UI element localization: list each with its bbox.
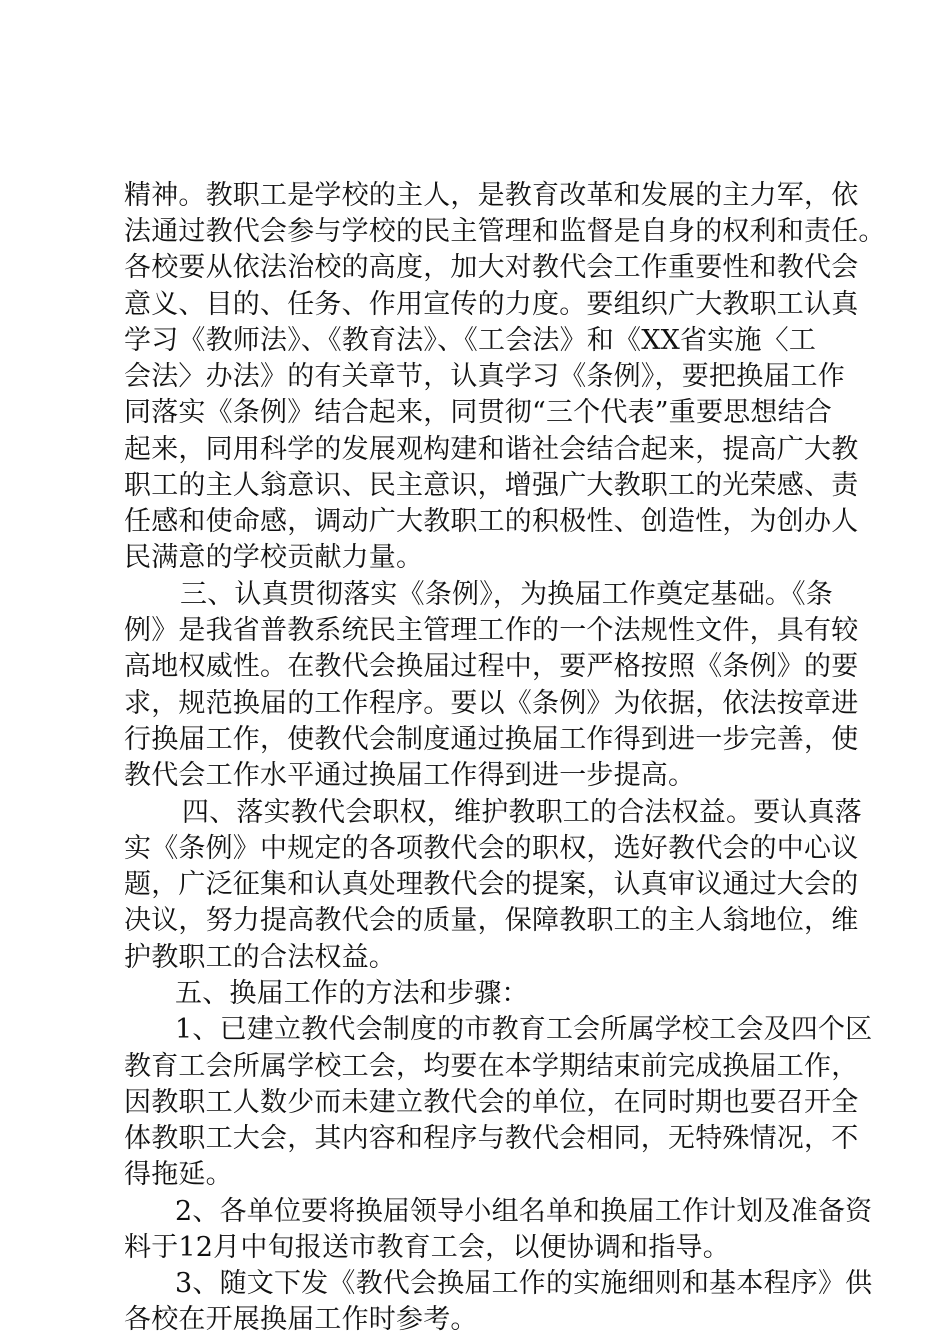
text-line: 行换届工作，使教代会制度通过换届工作得到进一步完善，使 — [124, 724, 859, 755]
text-line: 各校要从依法治校的高度，加大对教代会工作重要性和教代会 — [124, 252, 859, 283]
text-line: 体教职工大会，其内容和程序与教代会相同，无特殊情况，不 — [124, 1123, 859, 1154]
text-line: 教育工会所属学校工会，均要在本学期结束前完成换届工作， — [124, 1051, 859, 1082]
text-line: 料于12月中旬报送市教育工会，以便协调和指导。 — [124, 1232, 730, 1263]
text-line: 法通过教代会参与学校的民主管理和监督是自身的权利和责任。 — [124, 216, 886, 247]
list-item-3: 3、随文下发《教代会换届工作的实施细则和基本程序》供 — [175, 1268, 873, 1299]
text-line: 起来，同用科学的发展观构建和谐社会结合起来，提高广大教 — [124, 434, 859, 465]
text-line: 得拖延。 — [124, 1159, 233, 1190]
text-line: 精神。教职工是学校的主人，是教育改革和发展的主力军，依 — [124, 180, 859, 211]
text-line: 会法〉办法》的有关章节，认真学习《条例》，要把换届工作 — [124, 361, 845, 392]
section-heading-5: 五、换届工作的方法和步骤： — [175, 978, 529, 1009]
text-line: 学习《教师法》、《教育法》、《工会法》和《XX省实施〈工 — [124, 325, 817, 356]
text-line: 职工的主人翁意识、民主意识，增强广大教职工的光荣感、责 — [124, 470, 859, 501]
section-heading-3: 三、认真贯彻落实《条例》，为换届工作奠定基础。《条 — [180, 579, 833, 610]
text-line: 求，规范换届的工作程序。要以《条例》为依据，依法按章进 — [124, 688, 859, 719]
text-line: 意义、目的、任务、作用宣传的力度。要组织广大教职工认真 — [124, 289, 859, 320]
text-line: 高地权威性。在教代会换届过程中，要严格按照《条例》的要 — [124, 651, 859, 682]
text-line: 例》是我省普教系统民主管理工作的一个法规性文件，具有较 — [124, 615, 859, 646]
text-line: 实《条例》中规定的各项教代会的职权，选好教代会的中心议 — [124, 833, 859, 864]
list-item-2: 2、各单位要将换届领导小组名单和换届工作计划及准备资 — [175, 1196, 873, 1227]
list-item-1: 1、已建立教代会制度的市教育工会所属学校工会及四个区 — [175, 1014, 873, 1045]
section-heading-4: 四、落实教代会职权，维护教职工的合法权益。要认真落 — [182, 797, 862, 828]
text-line: 任感和使命感，调动广大教职工的积极性、创造性，为创办人 — [124, 506, 859, 537]
text-line: 各校在开展换届工作时参考。 — [124, 1304, 478, 1335]
text-line: 教代会工作水平通过换届工作得到进一步提高。 — [124, 760, 696, 791]
text-line: 民满意的学校贡献力量。 — [124, 542, 424, 573]
text-line: 因教职工人数少而未建立教代会的单位，在同时期也要召开全 — [124, 1087, 859, 1118]
text-line: 决议，努力提高教代会的质量，保障教职工的主人翁地位，维 — [124, 905, 859, 936]
text-line: 题，广泛征集和认真处理教代会的提案，认真审议通过大会的 — [124, 869, 859, 900]
text-line: 同落实《条例》结合起来，同贯彻“三个代表”重要思想结合 — [124, 397, 833, 428]
text-line: 护教职工的合法权益。 — [124, 942, 396, 973]
